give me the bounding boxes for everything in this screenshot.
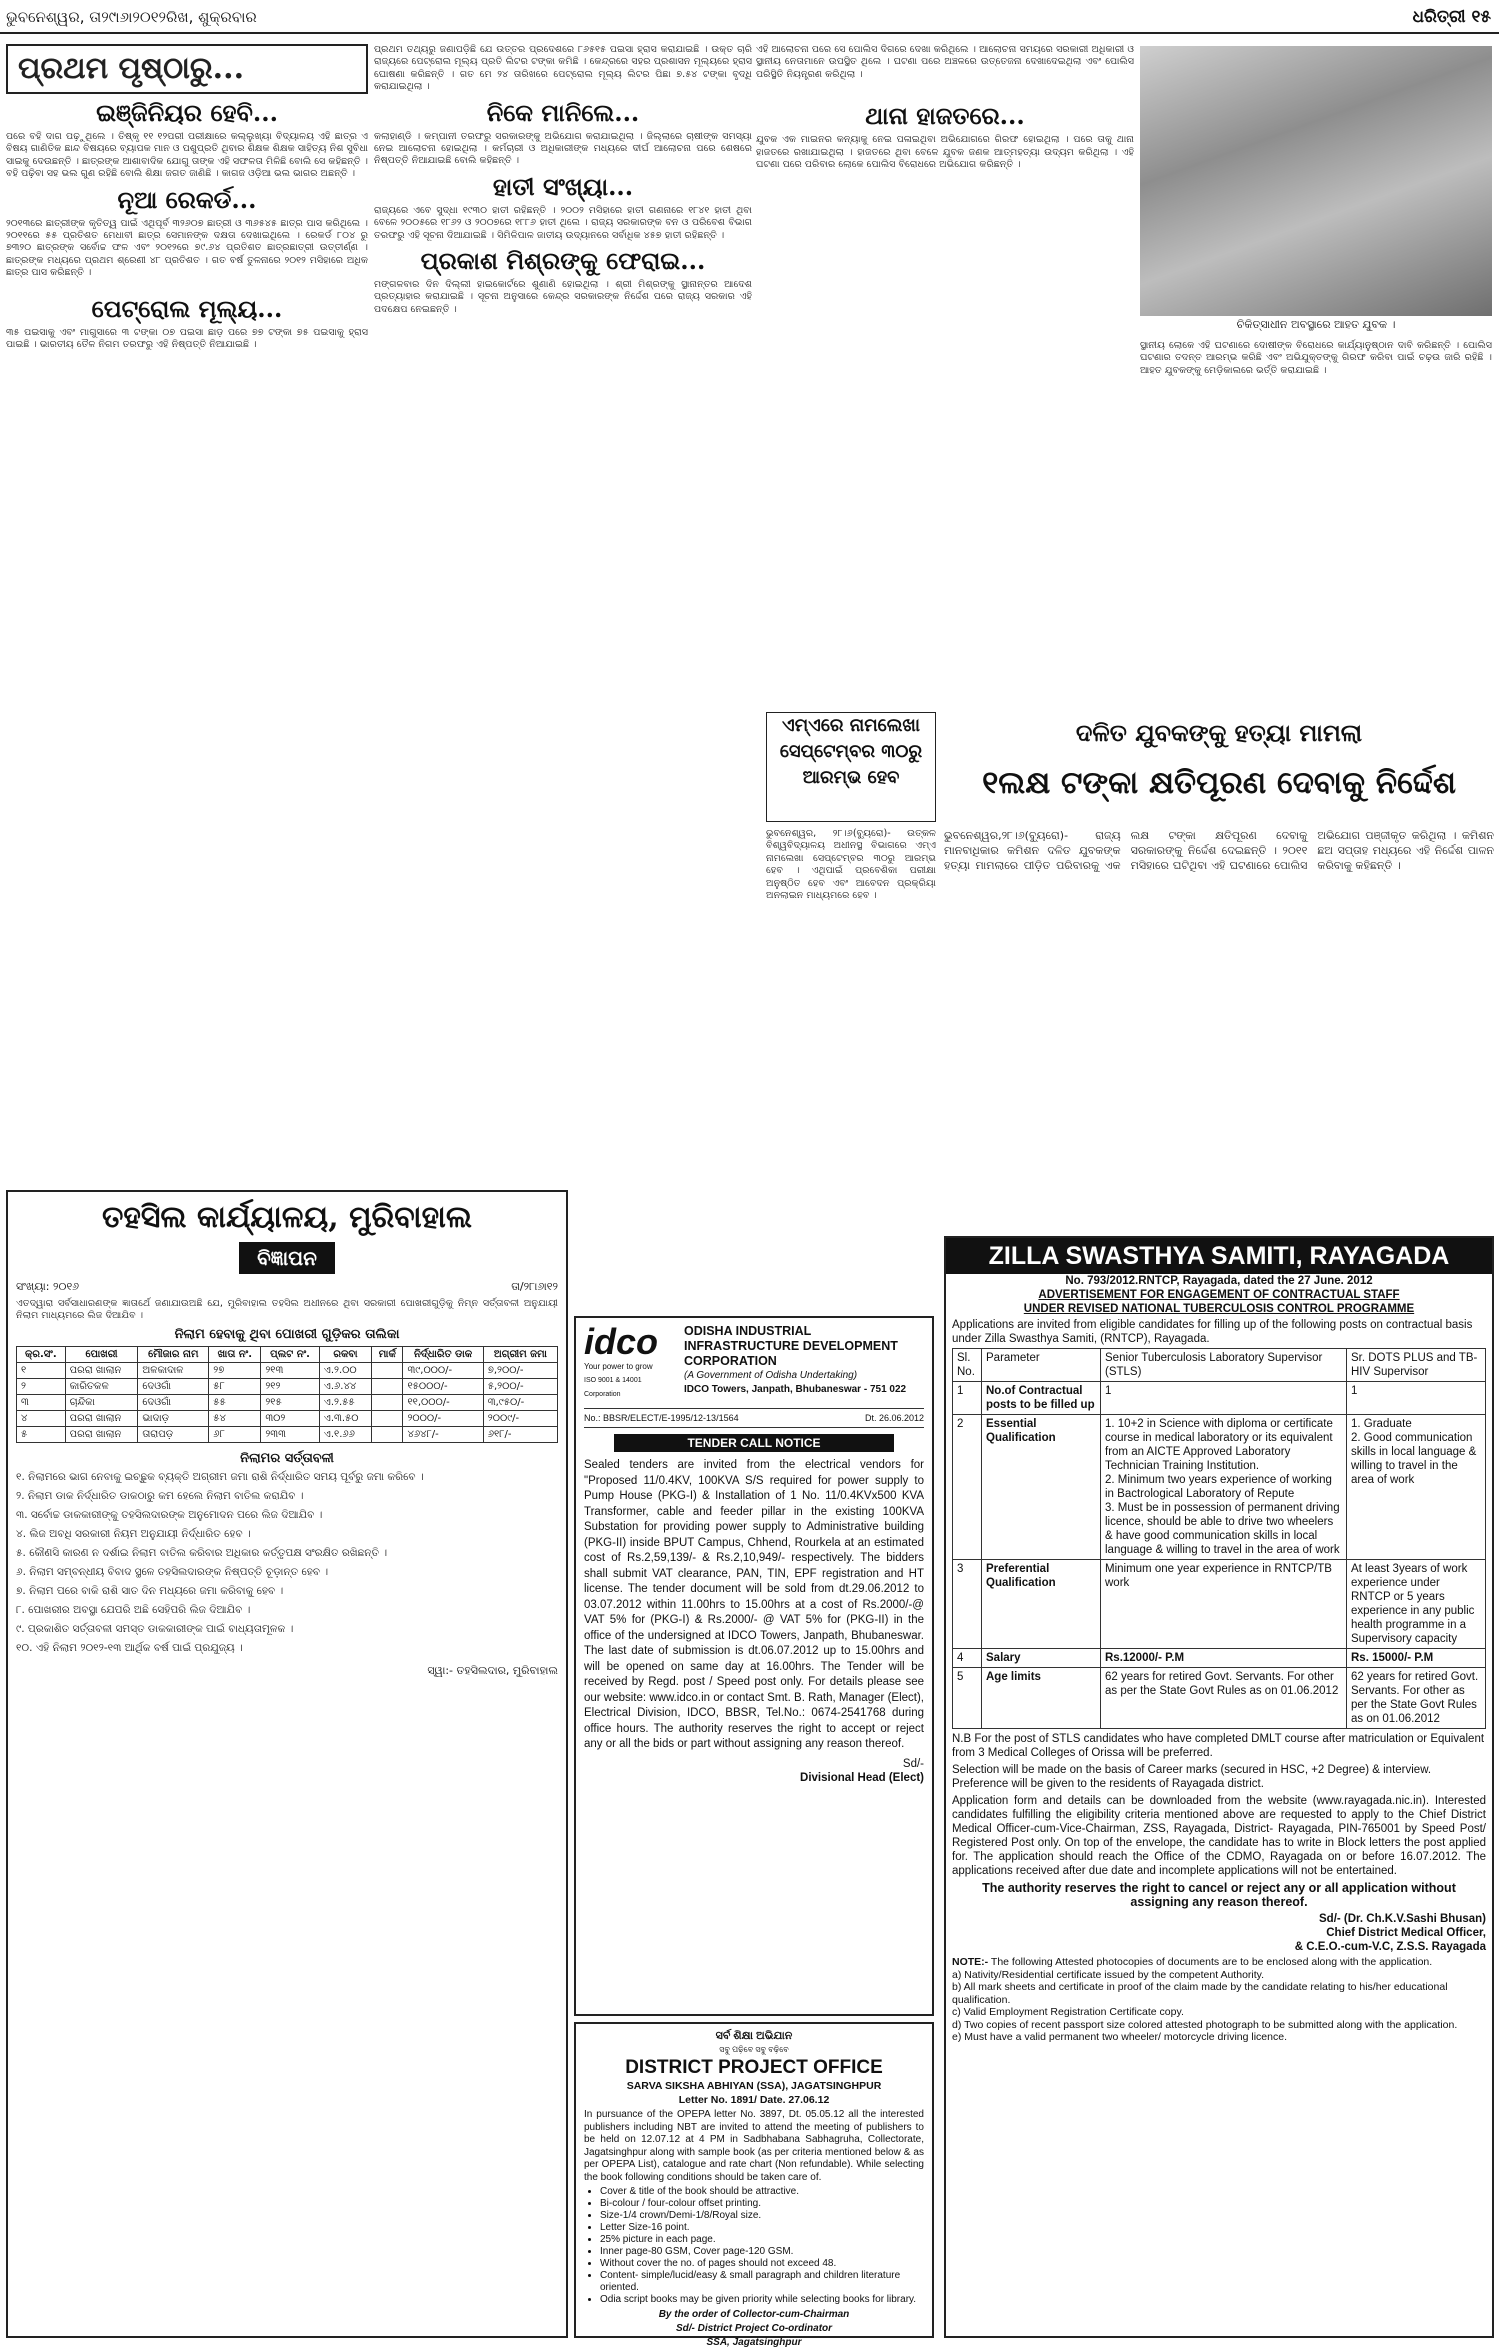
dalit-text: ଭୁବନେଶ୍ୱର,୨୮।୬(ବ୍ୟୁରୋ)- ରାଜ୍ୟ ମାନବାଧିକାର କମିଶନ ଦଳିତ ଯୁବକଙ୍କ ହତ୍ୟା ମାମଲାରେ ପୀଡ଼ିତ ପରିବାରକୁ ଏକ ଲକ୍ଷ ଟଙ୍କା କ୍ଷତିପୂରଣ ଦେବାକୁ ସରକାରଙ୍କୁ ନିର୍ଦ୍ଦେଶ ଦେଇଛନ୍ତି । ୨୦୧୧ ମସିହାରେ ଘଟିଥିବା ଏହି ଘଟଣାରେ ପୋଲିସ ଅଭିଯୋଗ ପଞ୍ଜୀକୃତ କରିଥିଲା । କମିଶନ ଛଅ ସପ୍ତାହ ମଧ୍ୟରେ ଏହି ନିର୍ଦ୍ଦେଶ ପାଳନ କରିବାକୁ କହିଛନ୍ତି । bbox=[944, 829, 1494, 872]
table-cell: 2 bbox=[953, 1415, 982, 1560]
idco-address: IDCO Towers, Janpath, Bhubaneswar - 751 022 bbox=[684, 1384, 907, 1395]
zilla-title: ZILLA SWASTHYA SAMITI, RAYAGADA bbox=[946, 1238, 1492, 1274]
table-cell: ୫୫ bbox=[209, 1394, 261, 1410]
zilla-posts-table bbox=[952, 1348, 1486, 1729]
table-cell: ୧୫୦୦୦/- bbox=[403, 1378, 483, 1394]
table-row bbox=[17, 1410, 558, 1426]
tahasil-signature: ସ୍ୱା:- ତହସିଲଦାର, ମୁରିବାହାଲ bbox=[427, 1663, 558, 1677]
idco-ad bbox=[574, 1316, 934, 2016]
table-cell: ୪ bbox=[17, 1410, 66, 1426]
tahasil-term: ୬. ନିଲାମ ସମ୍ବନ୍ଧୀୟ ବିବାଦ ସ୍ଥଳେ ତହସିଲଦାରଙ୍କ ନିଷ୍ପତ୍ତି ଚୂଡ଼ାନ୍ତ ହେବ । bbox=[16, 1565, 329, 1578]
table-cell: ୬୮ bbox=[209, 1426, 261, 1442]
pond-col-header: ନିର୍ଦ୍ଧାରିତ ଡାକ bbox=[403, 1346, 483, 1362]
tahasil-term: ୧୦. ଏହି ନିଲାମ ୨୦୧୨-୧୩ ଆର୍ଥିକ ବର୍ଷ ପାଇଁ ପ୍ରଯୁଜ୍ୟ । bbox=[16, 1641, 243, 1654]
exam-story bbox=[766, 828, 936, 1298]
idco-iso: ISO 9001 & 14001 Corporation bbox=[584, 1377, 642, 1398]
table-row bbox=[953, 1668, 1486, 1729]
exam-text: ଭୁବନେଶ୍ୱର, ୨୮।୬(ବ୍ୟୁରୋ)- ଉତ୍କଳ ବିଶ୍ୱବିଦ୍ୟାଳୟ ଅଧୀନସ୍ଥ ବିଭାଗରେ ଏମ୍ଏ ନାମଲେଖା ସେପ୍ଟେମ୍ବର ୩୦ରୁ ଆରମ୍ଭ ହେବ । ଏଥିପାଇଁ ପ୍ରବେଶିକା ପରୀକ୍ଷା ଅନୁଷ୍ଠିତ ହେବ ଏବଂ ଆବେଦନ ପ୍ରକ୍ରିୟା ଅନଲାଇନ ମାଧ୍ୟମରେ ହେବ । bbox=[766, 828, 936, 902]
column-3 bbox=[756, 44, 1134, 704]
table-cell: ୩ bbox=[17, 1394, 66, 1410]
story-text-nike: କଲାହାଣ୍ଡି । କମ୍ପାନୀ ତରଫରୁ ସରକାରଙ୍କୁ ଅଭିଯୋଗ କରାଯାଇଥିଲା । ଜିଲ୍ଲାରେ ଚାଷୀଙ୍କ ସମସ୍ୟା ନେଇ ଆଲୋଚନା ହୋଇଥିଲା । କର୍ମଚାରୀ ଓ ଅଧିକାରୀଙ୍କ ମଧ୍ୟରେ ଦୀର୍ଘ ଆଲୋଚନା ପରେ ଶେଷରେ ନିଷ୍ପତ୍ତି ନିଆଯାଇଛି ବୋଲି କହିଛନ୍ତି । bbox=[374, 130, 752, 167]
tahasil-terms-title: ନିଲାମର ସର୍ତ୍ତାବଳୀ bbox=[240, 1450, 334, 1466]
table-cell: ୨୧୫ bbox=[261, 1394, 319, 1410]
tahasil-date: ତା/୨୮ା୬ା୧୨ bbox=[511, 1280, 558, 1293]
table-cell: ଭାଦାଡ଼ bbox=[138, 1410, 209, 1426]
dpo-letter: Letter No. 1891/ Date. 27.06.12 bbox=[678, 2094, 830, 2106]
table-cell: ତାରାପଡ଼ bbox=[138, 1426, 209, 1442]
table-cell: ୧ bbox=[17, 1362, 66, 1378]
dpo-sign: Sd/- District Project Co-ordinator bbox=[675, 2323, 833, 2334]
zilla-doc-item: d) Two copies of recent passport size colored attested photograph to be submitted along with the application. bbox=[952, 2018, 1458, 2031]
table-cell: Salary bbox=[982, 1649, 1101, 1668]
table-cell: ୫ bbox=[17, 1426, 66, 1442]
zilla-reserve: The authority reserves the right to cancel or reject any or all application without assigning any reason thereof. bbox=[982, 1881, 1456, 1909]
dpo-point: • Without cover the no. of pages should not exceed 48. bbox=[600, 2258, 924, 2270]
tahasil-term: ୨. ନିଲାମ ଡାକ ନିର୍ଦ୍ଧାରିତ ଡାକଠାରୁ କମ ହେଲେ ନିଲାମ ବାତିଲ କରାଯିବ । bbox=[16, 1489, 304, 1502]
col-stls: Senior Tuberculosis Laboratory Supervisor (STLS) bbox=[1101, 1349, 1347, 1382]
pond-col-header: ପ୍ଲଟ ନଂ. bbox=[261, 1346, 319, 1362]
dpo-point: • Odia script books may be given priority while selecting books for library. bbox=[600, 2294, 924, 2306]
table-cell: ଦେଓଗାଁ bbox=[138, 1378, 209, 1394]
zilla-doc-item: a) Nativity/Residential certificate issued by the competent Authority. bbox=[952, 1968, 1265, 1981]
col-param: Parameter bbox=[982, 1349, 1101, 1382]
table-cell: ୭,୨୦୦/- bbox=[483, 1362, 557, 1378]
tahasil-table-title: ନିଲାମ ହେବାକୁ ଥିବା ପୋଖରୀ ଗୁଡ଼ିକର ତାଲିକା bbox=[174, 1326, 400, 1342]
story-heading-thana: ଥାନା ହାଜତରେ... bbox=[865, 101, 1025, 131]
page-header bbox=[0, 0, 1499, 34]
dpo-point: • 25% picture in each page. bbox=[600, 2234, 924, 2246]
zilla-nb: N.B For the post of STLS candidates who have completed DMLT course after matriculation or Equivalent from 3 Medical Colleges of Orissa will be preferred. bbox=[952, 1733, 1485, 1759]
zilla-apply: Application form and details can be downloaded from the website (www.rayagada.nic.in). Interested candidates fulfilling the eligibility criteria mentioned above are requested to apply to the Chief District Medical Officer-cum-Vice-Chairman, ZSS, Rayagada, District- Rayagada, PIN-765001 by Speed Post/ Registered Post only. On top of the envelope, the candidate has to write in Block letters the post applied for. The application should reach the Office of the CDMO, Rayagada on or before 16.07.2012. The applications received after due date and incomplete applications will not be entertained. bbox=[952, 1795, 1486, 1877]
idco-notice-title: TENDER CALL NOTICE bbox=[614, 1434, 894, 1452]
zilla-doc-item: c) Valid Employment Registration Certificate copy. bbox=[952, 2006, 1184, 2018]
photo-caption: ଚିକିତ୍ସାଧୀନ ଅବସ୍ଥାରେ ଆହତ ଯୁବକ । bbox=[1236, 318, 1396, 331]
dpo-subtitle: SARVA SIKSHA ABHIYAN (SSA), JAGATSINGHPUR bbox=[626, 2080, 882, 2092]
table-cell: ଏ.୬.୪୪ bbox=[319, 1378, 371, 1394]
story-text-record: ୨୦୧୩ରେ ଛାତ୍ରୀଙ୍କ କୃତିତ୍ୱ ପାଇଁ ଏଥିପୂର୍ବ ୩୨୬୦୭ ଛାତ୍ରୀ ଓ ୩୬୫୪୫ ଛାତ୍ର ପାସ କରିଥିଲେ । ୨୦୧୧ରେ ୫୫ ପ୍ରତିଶତ ମେଧାବୀ ଛାତ୍ର ସେମାନଙ୍କ ଦକ୍ଷତା ଦେଖାଇଥିଲେ । ରେକର୍ଡ ୮୦୪ ରୁ ୭୩୨୦ ଛାତ୍ରଙ୍କ ସର୍ବୋଚ୍ଚ ଫଳ ଏବଂ ୨୦୧୨ରେ ୭୯.୬୪ ପ୍ରତିଶତ ଛାତ୍ରଛାତ୍ରୀ ଉତ୍ତୀର୍ଣ୍ଣ । ଛାତ୍ରଙ୍କ ମଧ୍ୟରେ ପ୍ରଥମ ଶ୍ରେଣୀ ୪୮ ପ୍ରତିଶତ । ଗତ ବର୍ଷ ତୁଳନାରେ ୨୦୧୨ ମସିହାରେ ଅଧିକ ଛାତ୍ର ପାସ କରିଛନ୍ତି । bbox=[6, 217, 368, 279]
table-cell: ଚାନ୍ଦିକା bbox=[65, 1394, 138, 1410]
table-cell: ଏ.୩.୫୦ bbox=[319, 1410, 371, 1426]
table-cell: ୨୧୩ bbox=[261, 1362, 319, 1378]
col-sl: Sl. No. bbox=[953, 1349, 982, 1382]
dpo-body: In pursuance of the OPEPA letter No. 3897, Dt. 05.05.12 all the interested publishers including NBT are invited to attend the meeting of publishers to be held on 12.07.12 at 4 PM in Sadbhabana Sabhagruha, Collectorate, Jagatsinghpur along with sample book (as per criteria mentioned below & as per OPEPA List), catalogue and rate chart (Non refundable). While selecting the book following conditions should be taken care of. bbox=[584, 2109, 924, 2183]
zilla-doc-item: b) All mark sheets and certificate in proof of the claim made by the candidate relating to his/her educational qualification. bbox=[952, 1981, 1448, 2006]
zilla-doc-item: e) Must have a valid permanent two wheeler/ motorcycle driving licence. bbox=[952, 2031, 1287, 2043]
pond-col-header: ମୌଜାର ନାମ bbox=[138, 1346, 209, 1362]
table-cell: ପରରା ଖାଲାନ bbox=[65, 1362, 138, 1378]
pond-col-header: ମାର୍କ bbox=[372, 1346, 403, 1362]
story-text-thana: ଯୁବକ ଏକ ମାଇନର କନ୍ୟାକୁ ନେଇ ପଳାଇଥିବା ଅଭିଯୋଗରେ ଗିରଫ ହୋଇଥିଲା । ପରେ ତାକୁ ଥାନା ହାଜତରେ ରଖାଯାଇଥିଲା । ହାଜତରେ ଥିବା ବେଳେ ଯୁବକ ଜଣକ ଆତ୍ମହତ୍ୟା ଉଦ୍ୟମ କରିଥିଲା । ଏହି ଘଟଣା ପରେ ପରିବାର ଲୋକେ ପୋଲିସ ବିରୋଧରେ ଅଭିଯୋଗ କରିଛନ୍ତି । bbox=[756, 134, 1134, 171]
idco-name: ODISHA INDUSTRIAL INFRASTRUCTURE DEVELOPMENT CORPORATION bbox=[684, 1324, 898, 1368]
table-cell: No.of Contractual posts to be filled up bbox=[982, 1382, 1101, 1415]
table-cell: ୩,୯୫୦/- bbox=[483, 1394, 557, 1410]
zilla-note: The following Attested photocopies of documents are to be enclosed along with the application. bbox=[990, 1956, 1433, 1968]
tahasil-term: ୭. ନିଲାମ ପରେ ବାକି ରାଶି ସାତ ଦିନ ମଧ୍ୟରେ ଜମା କରିବାକୁ ହେବ । bbox=[16, 1584, 284, 1597]
exam-title-2: ସେପ୍ଟେମ୍ବର ୩୦ରୁ bbox=[779, 741, 923, 762]
table-cell: ଏ.୨.୦୦ bbox=[319, 1362, 371, 1378]
table-cell: Rs.12000/- P.M bbox=[1101, 1649, 1347, 1668]
table-row bbox=[953, 1415, 1486, 1560]
table-cell: ଦେଓଗାଁ bbox=[138, 1394, 209, 1410]
tahasil-ref: ସଂଖ୍ୟା: ୨୦୧୬ bbox=[16, 1280, 80, 1293]
ssa-logo-sub: ସବୁ ପଢ଼ିବେ ସବୁ ବଢ଼ିବେ bbox=[719, 2045, 789, 2054]
table-cell: ପରରା ଖାଲାନ bbox=[65, 1426, 138, 1442]
dpo-point: • Content- simple/lucid/easy & small paragraph and children literature oriented. bbox=[600, 2270, 924, 2294]
dpo-ad bbox=[574, 2022, 934, 2348]
story-heading-petrol: ପେଟ୍ରୋଲ ମୂଲ୍ୟ... bbox=[91, 293, 283, 323]
table-cell: 1 bbox=[1101, 1382, 1347, 1415]
story-text-petrol-cont: ପ୍ରଥମ ତଥ୍ୟରୁ ଜଣାପଡ଼ିଛି ଯେ ଉତ୍ତର ପ୍ରଦେଶରେ ୮୬୫୧୫ ପଇସା ହ୍ରାସ କରାଯାଇଛି । ଉକ୍ତ ଚାରି ରାଜ୍ୟରେ ପେଟ୍ରୋଲ ମୂଲ୍ୟ ପ୍ରତି ଲିଟର ଟଙ୍କା କମିଛି । କେନ୍ଦ୍ରରେ ସହର ପ୍ରଶାସନ ମୂଲ୍ୟରେ ହ୍ରାସ ଘୋଷଣା କରିଛନ୍ତି । ଗତ ମେ ୨୪ ତାରିଖରେ ପେଟ୍ରୋଲ ମୂଲ୍ୟ ଲିଟର ପିଛା ୭.୫୪ ଟଙ୍କା ବୃଦ୍ଧି କରାଯାଇଥିଲା । bbox=[374, 44, 752, 93]
table-cell: Essential Qualification bbox=[982, 1415, 1101, 1560]
story-text-petrol: ୩୫ ପଇସାକୁ ଏବଂ ମାଗୁସାରେ ୩ ଟଙ୍କା ୦୭ ପଇସା ଛାଡ଼ ପରେ ୭୭ ଟଙ୍କା ୭୫ ପଇସାକୁ ହ୍ରାସ ପାଇଛି । ଭାରତୀୟ ତୈଳ ନିଗମ ତରଫରୁ ଏହି ନିଷ୍ପତ୍ତି ନିଆଯାଇଛି । bbox=[6, 326, 368, 351]
zilla-sign2: Chief District Medical Officer, bbox=[1326, 1927, 1486, 1939]
tahasil-title: ତହସିଲ କାର୍ଯ୍ୟାଳୟ, ମୁରିବାହାଲ bbox=[101, 1200, 473, 1235]
table-row bbox=[953, 1560, 1486, 1649]
idco-govt: (A Government of Odisha Undertaking) bbox=[684, 1370, 858, 1381]
table-cell: Rs. 15000/- P.M bbox=[1347, 1649, 1486, 1668]
table-row bbox=[953, 1649, 1486, 1668]
idco-body: Sealed tenders are invited from the electrical vendors for "Proposed 11/0.4KV, 100KVA S/S required for power supply to Pump House (PKG-I) & Installation of 1 No. 11/0.4KVx500 KVA Transformer, cable and feeder pillar in the existing 100KVA Substation for providing power supply to Administrative building (PKG-II) inside BPUT Campus, Chhend, Rourkela at an estimated cost of Rs.2,59,139/- & Rs.2,10,949/- respectively. The bidders shall submit VAT clearance, PAN, TIN, EPF registration and HT license. The tender document will be sold from dt.29.06.2012 to 03.07.2012 within 11.00hrs to 15.00hrs at a cost of Rs.2000/-@ VAT 5% for (PKG-I) & Rs.2000/- @ VAT 5% for (PKG-II) in the office of the undersigned at IDCO Towers, Janpath, Bhubaneswar. The last date of submission is dt.06.07.2012 up to 15.00hrs and will be opened on same day at 16.00hrs. The Tender will be received by Regd. post / Speed post only. For details please see our website: www.idco.in or contact Smt. B. Rath, Manager (Elect), Electrical Division, IDCO, BBSR, Tel.No.: 0674-2541768 during office hours. The authority reserves the right to accept or reject any or all the bids or part without assigning any reason thereof. bbox=[584, 1459, 924, 1750]
dpo-order: By the order of Collector-cum-Chairman bbox=[658, 2309, 850, 2320]
table-row bbox=[17, 1394, 558, 1410]
idco-tagline: Your power to grow bbox=[584, 1362, 653, 1371]
table-cell: 62 years for retired Govt. Servants. For other as per the State Govt Rules as on 01.06.2012 bbox=[1101, 1668, 1347, 1729]
story-text-prakash: ମଙ୍ଗଳବାର ଦିନ ଦିଲ୍ଲୀ ହାଇକୋର୍ଟରେ ଶୁଣାଣି ହୋଇଥିଲା । ଶ୍ରୀ ମିଶ୍ରଙ୍କୁ ସ୍ଥାନାନ୍ତର ଆଦେଶ ପ୍ରତ୍ୟାହାର କରାଯାଇଛି । ସୂଚନା ଅନୁସାରେ କେନ୍ଦ୍ର ସରକାରଙ୍କ ନିର୍ଦ୍ଦେଶ ପରେ ରାଜ୍ୟ ସରକାର ଏହି ପଦକ୍ଷେପ ନେଇଛନ୍ତି । bbox=[374, 279, 752, 315]
table-cell: ୨ bbox=[17, 1378, 66, 1394]
table-cell bbox=[372, 1362, 403, 1378]
table-cell: ୨୦୦୦/- bbox=[403, 1410, 483, 1426]
exam-title-3: ଆରମ୍ଭ ହେବ bbox=[802, 767, 900, 788]
idco-sign: Sd/- bbox=[902, 1757, 924, 1770]
table-cell: ୫୮ bbox=[209, 1378, 261, 1394]
zilla-intro: Applications are invited from eligible candidates for filling up of the following posts on contractual basis under Zilla Swasthya Samiti, (RNTCP), Rayagada. bbox=[952, 1319, 1473, 1345]
dpo-point: • Size-1/4 crown/Demi-1/8/Royal size. bbox=[600, 2210, 924, 2222]
tahasil-term: ୮. ପୋଖରୀର ଅବସ୍ଥା ଯେପରି ଅଛି ସେହିପରି ଲିଜ ଦିଆଯିବ । bbox=[16, 1603, 251, 1616]
pond-table-header bbox=[17, 1346, 558, 1362]
table-cell: ୨୧୨ bbox=[261, 1378, 319, 1394]
story-heading-engineer: ଇଞ୍ଜିନିୟର ହେବି... bbox=[96, 98, 278, 127]
zilla-sign3: & C.E.O.-cum-V.C, Z.S.S. Rayagada bbox=[1294, 1941, 1486, 1953]
story-heading-elephant: ହାତୀ ସଂଖ୍ୟା... bbox=[492, 171, 634, 201]
table-row bbox=[953, 1382, 1486, 1415]
table-cell: At least 3years of work experience under RNTCP or 5 years experience in any public health programme in a Supervisory capacity bbox=[1347, 1560, 1486, 1649]
exam-box bbox=[766, 712, 936, 822]
pond-col-header: ଖାତା ନଂ. bbox=[209, 1346, 261, 1362]
table-cell: ୧୧,୦୦୦/- bbox=[403, 1394, 483, 1410]
zilla-sign1: Sd/- (Dr. Ch.K.V.Sashi Bhusan) bbox=[1319, 1913, 1486, 1925]
dalit-kicker: ଦଳିତ ଯୁବକଙ୍କୁ ହତ୍ୟା ମାମଲା bbox=[1075, 718, 1363, 747]
table-cell: 1 bbox=[953, 1382, 982, 1415]
tahasil-term: ୯. ପ୍ରକାଶିତ ସର୍ତ୍ତାବଳୀ ସମସ୍ତ ଡାକକାରୀଙ୍କ ପାଇଁ ବାଧ୍ୟତାମୂଳକ । bbox=[16, 1622, 294, 1635]
table-cell: ୩୦୨ bbox=[261, 1410, 319, 1426]
table-cell: Preferential Qualification bbox=[982, 1560, 1101, 1649]
section-title: ପ୍ରଥମ ପୃଷ୍ଠାରୁ... bbox=[6, 44, 368, 94]
dpo-point: • Letter Size-16 point. bbox=[600, 2222, 924, 2234]
table-cell bbox=[372, 1378, 403, 1394]
pond-col-header: ଅଗ୍ରୀମ ଜମା bbox=[483, 1346, 557, 1362]
table-cell: ୫୪ bbox=[209, 1410, 261, 1426]
col-dots: Sr. DOTS PLUS and TB-HIV Supervisor bbox=[1347, 1349, 1486, 1382]
table-row bbox=[17, 1426, 558, 1442]
zilla-table-header bbox=[953, 1349, 1486, 1382]
tahasil-term: ୫. କୌଣସି କାରଣ ନ ଦର୍ଶାଇ ନିଲାମ ବାତିଲ କରିବାର ଅଧିକାର କର୍ତ୍ତୃପକ୍ଷ ସଂରକ୍ଷିତ ରଖିଛନ୍ତି । bbox=[16, 1546, 388, 1559]
column-2 bbox=[374, 44, 752, 1309]
story-heading-record: ନୂଆ ରେକର୍ଡ... bbox=[117, 184, 257, 214]
tahasil-ad bbox=[6, 1190, 568, 2338]
dpo-point: • Inner page-80 GSM, Cover page-120 GSM. bbox=[600, 2246, 924, 2258]
table-cell: ଏ.୨.୫୫ bbox=[319, 1394, 371, 1410]
table-cell: ୩୯,୦୦୦/- bbox=[403, 1362, 483, 1378]
table-row bbox=[17, 1378, 558, 1394]
table-cell: 1 bbox=[1347, 1382, 1486, 1415]
table-cell: 3 bbox=[953, 1560, 982, 1649]
idco-sign-title: Divisional Head (Elect) bbox=[800, 1771, 924, 1784]
tahasil-term: ୪. ଲିଜ ଅବଧି ସରକାରୀ ନିୟମ ଅନୁଯାୟୀ ନିର୍ଦ୍ଧାରିତ ହେବ । bbox=[16, 1527, 251, 1540]
exam-title-1: ଏମ୍ଏରେ ନାମଲେଖା bbox=[782, 715, 920, 736]
table-cell: ୬୧୮/- bbox=[483, 1426, 557, 1442]
zilla-no: No. 793/2012.RNTCP, Rayagada, dated the 27 June. 2012 bbox=[1065, 1275, 1373, 1287]
tahasil-term: ୩. ସର୍ବୋଚ୍ଚ ଡାକକାରୀଙ୍କୁ ତହସିଲଦାରଙ୍କ ଅନୁମୋଦନ ପରେ ଲିଜ ଦିଆଯିବ । bbox=[16, 1508, 323, 1521]
table-cell: 5 bbox=[953, 1668, 982, 1729]
pond-col-header: ପୋଖରୀ bbox=[65, 1346, 138, 1362]
tahasil-term: ୧. ନିଲାମରେ ଭାଗ ନେବାକୁ ଇଚ୍ଛୁକ ବ୍ୟକ୍ତି ଅଗ୍ରୀମ ଜମା ରାଶି ନିର୍ଦ୍ଧାରିତ ସମୟ ପୂର୍ବରୁ ଜମା କରିବେ । bbox=[16, 1470, 424, 1483]
table-cell: 1. 10+2 in Science with diploma or certificate course in medical laboratory or its equivalent from an AICTE Approved Laboratory Technician Training Institution. 2. Minimum two years experience of working in Bactrological Laboratory of Repute 3. Must be in possession of permanent driving licence, should be able to drive two wheelers & have good communication skills in local language & willing to travel in the area of work bbox=[1101, 1415, 1347, 1560]
news-photo bbox=[1140, 46, 1492, 316]
dpo-point: • Bi-colour / four-colour offset printing. bbox=[600, 2198, 924, 2210]
story-heading-prakash: ପ୍ରକାଶ ମିଶ୍ରଙ୍କୁ ଫେରାଇ... bbox=[420, 246, 706, 276]
table-cell: 62 years for retired Govt. Servants. For other as per the State Govt Rules as on 01.06.2012 bbox=[1347, 1668, 1486, 1729]
story-text-col4: ସ୍ଥାନୀୟ ଲୋକେ ଏହି ଘଟଣାରେ ଦୋଷୀଙ୍କ ବିରୋଧରେ କାର୍ଯ୍ୟାନୁଷ୍ଠାନ ଦାବି କରିଛନ୍ତି । ପୋଲିସ ଘଟଣାର ତଦନ୍ତ ଆରମ୍ଭ କରିଛି ଏବଂ ଅଭିଯୁକ୍ତଙ୍କୁ ଗିରଫ କରିବା ପାଇଁ ଚଢ଼ଉ ଜାରି ରହିଛି । ଆହତ ଯୁବକଙ୍କୁ ମେଡ଼ିକାଲରେ ଭର୍ତ୍ତି କରାଯାଇଛି । bbox=[1140, 340, 1492, 376]
story-text-engineer: ପରେ ବହି ଦାଗ ପଢ଼ୁଥିଲେ । ତିଷ୍କୃ ୧୧ ୧୨ପରୀ ପରୀକ୍ଷାରେ କଲ୍ଲୁଖ୍ୟା ବିଦ୍ୟାଳୟ ଏହି ଛାତ୍ର ଏ ବିଷୟ ଗାଣିତିକ ଛାନ୍ଦ ବିଷୟରେ ବ୍ୟାପକ ମାନ ଓ ପଶୁପ୍ରତି ଥିବାର ଶିକ୍ଷକ ଶିକ୍ଷକ ସାହିତ୍ୟ ନିଶ ସୁବିଧା ସାଇକୁ ଦେଉଛନ୍ତି । ଛାତ୍ରଙ୍କ ଆଶାବାଦିକ ଯୋଗୁ ତାଙ୍କ ଏହି ସଫଳତା ମିଳିଛି ବୋଲି ସେ କହିଛନ୍ତି । ବହି ପଢ଼ିବା ସହ ଭଲ ଗୁଣ ରହିଛି ବୋଲି ଶିକ୍ଷା ଜଗତ ଜାଣିଛି । କାଗଜ ଓଡ଼ିଆ ଭଲ ଭାଗର ଅଛନ୍ତି । bbox=[6, 131, 368, 180]
idco-logo: idco bbox=[584, 1321, 659, 1362]
story-text-elephant: ରାଜ୍ୟରେ ଏବେ ସୁଦ୍ଧା ୧୯୩୦ ହାତୀ ରହିଛନ୍ତି । ୨୦୦୨ ମସିହାରେ ହାତୀ ଗଣନାରେ ୧୮୪୧ ହାତୀ ଥିବା ବେଳେ ୨୦୦୫ରେ ୧୮୬୨ ଓ ୨୦୦୭ରେ ୧୮୮୬ ହାତୀ ଥିଲେ । ରାଜ୍ୟ ସରକାରଙ୍କ ବନ ଓ ପରିବେଶ ବିଭାଗ ତରଫରୁ ଏହି ସୂଚନା ଦିଆଯାଇଛି । ସିମିଳିପାଳ ଜାତୀୟ ଉଦ୍ୟାନରେ ସର୍ବାଧିକ ୪୫୭ ହାତୀ ରହିଛନ୍ତି । bbox=[374, 204, 752, 241]
page-number: ଧରିତ୍ରୀ ୧୫ bbox=[1412, 7, 1491, 27]
table-cell: ୪୬୪୮/- bbox=[403, 1426, 483, 1442]
table-cell: ପରରା ଖାଲାନ bbox=[65, 1410, 138, 1426]
dpo-point: • Cover & title of the book should be attractive. bbox=[600, 2186, 924, 2198]
table-cell: ୫,୨୦୦/- bbox=[483, 1378, 557, 1394]
dpo-title: DISTRICT PROJECT OFFICE bbox=[625, 2057, 883, 2078]
column-4 bbox=[1140, 340, 1492, 705]
idco-ref: No.: BBSR/ELECT/E-1995/12-13/1564 bbox=[584, 1413, 739, 1423]
table-cell: ଅଳକାଦାଳ bbox=[138, 1362, 209, 1378]
story-text-col3: ଏହି ଆଲୋଚନା ପରେ ସେ ପୋଲିସ ଦିଗରେ ଦେଖା କରିଥିଲେ । ଆଲୋଚନା ସମୟରେ ସରକାରୀ ଅଧିକାରୀ ଓ ସ୍ଥାନୀୟ ନେତାମାନେ ଉପସ୍ଥିତ ଥିଲେ । ଘଟଣା ପରେ ଅଞ୍ଚଳରେ ଉତ୍ତେଜନା ଦେଖାଦେଇଥିଲା ଏବଂ ପୋଲିସ ପରିସ୍ଥିତି ନିୟନ୍ତ୍ରଣ କରିଥିଲା । bbox=[756, 44, 1134, 80]
table-cell: Minimum one year experience in RNTCP/TB work bbox=[1101, 1560, 1347, 1649]
table-cell bbox=[372, 1394, 403, 1410]
table-cell: କାରିତକଳ bbox=[65, 1378, 138, 1394]
table-cell: ୨୩୩ bbox=[261, 1426, 319, 1442]
table-cell: ଏ.୧.୬୬ bbox=[319, 1426, 371, 1442]
story-heading-nike: ନିକେ ମାନିଲେ... bbox=[486, 97, 640, 127]
column-1 bbox=[6, 44, 368, 1184]
idco-date: Dt. 26.06.2012 bbox=[864, 1413, 924, 1423]
pond-col-header: କ୍ର.ସଂ. bbox=[17, 1346, 66, 1362]
dalit-headline: ୧ଲକ୍ଷ ଟଙ୍କା କ୍ଷତିପୂରଣ ଦେବାକୁ ନିର୍ଦ୍ଦେଶ bbox=[982, 765, 1456, 801]
table-row bbox=[17, 1362, 558, 1378]
table-cell bbox=[372, 1426, 403, 1442]
zilla-ad bbox=[944, 1236, 1494, 2338]
tahasil-intro: ଏତଦ୍ୱାରା ସର୍ବସାଧାରଣଙ୍କ ଜ୍ଞାତାର୍ଥେ ଜଣାଯାଉଅଛି ଯେ, ମୁରିବାହାଲ ତହସିଲ ଅଧୀନରେ ଥିବା ସରକାରୀ ପୋଖରୀଗୁଡ଼ିକୁ ନିମ୍ନ ସର୍ତ୍ତାବଳୀ ଅନୁଯାୟୀ ନିଲାମ ମାଧ୍ୟମରେ ଲିଜ ଦିଆଯିବ । bbox=[16, 1298, 558, 1322]
pond-col-header: ରକବା bbox=[319, 1346, 371, 1362]
table-cell: ୨୭ bbox=[209, 1362, 261, 1378]
tahasil-subtitle: ବିଜ୍ଞାପନ bbox=[239, 1242, 335, 1274]
pond-table bbox=[16, 1346, 558, 1443]
table-cell: 1. Graduate 2. Good communication skills in local language & willing to travel in the area of work bbox=[1347, 1415, 1486, 1560]
zilla-adv2: UNDER REVISED NATIONAL TUBERCULOSIS CONTROL PROGRAMME bbox=[1023, 1303, 1415, 1315]
dateline: ଭୁବନେଶ୍ୱର, ତା୨୯ା୬ା୨୦୧୨ରିଖ, ଶୁକ୍ରବାର bbox=[6, 8, 257, 26]
zilla-selection: Selection will be made on the basis of Career marks (secured in HSC, +2 Degree) & interview. Preference will be given to the residents of Rayagada district. bbox=[952, 1764, 1432, 1790]
table-cell: 4 bbox=[953, 1649, 982, 1668]
table-cell: ୨୦୦୯/- bbox=[483, 1410, 557, 1426]
ssa-logo-text: ସର୍ବ ଶିକ୍ଷା ଅଭିଯାନ bbox=[715, 2030, 793, 2042]
zilla-adv1: ADVERTISEMENT FOR ENGAGEMENT OF CONTRACTUAL STAFF bbox=[1038, 1289, 1400, 1301]
zilla-note-title: NOTE:- bbox=[952, 1956, 989, 1968]
table-cell: Age limits bbox=[982, 1668, 1101, 1729]
dalit-story bbox=[944, 828, 1494, 1232]
dpo-place: SSA, Jagatsinghpur bbox=[706, 2337, 802, 2348]
table-cell bbox=[372, 1410, 403, 1426]
